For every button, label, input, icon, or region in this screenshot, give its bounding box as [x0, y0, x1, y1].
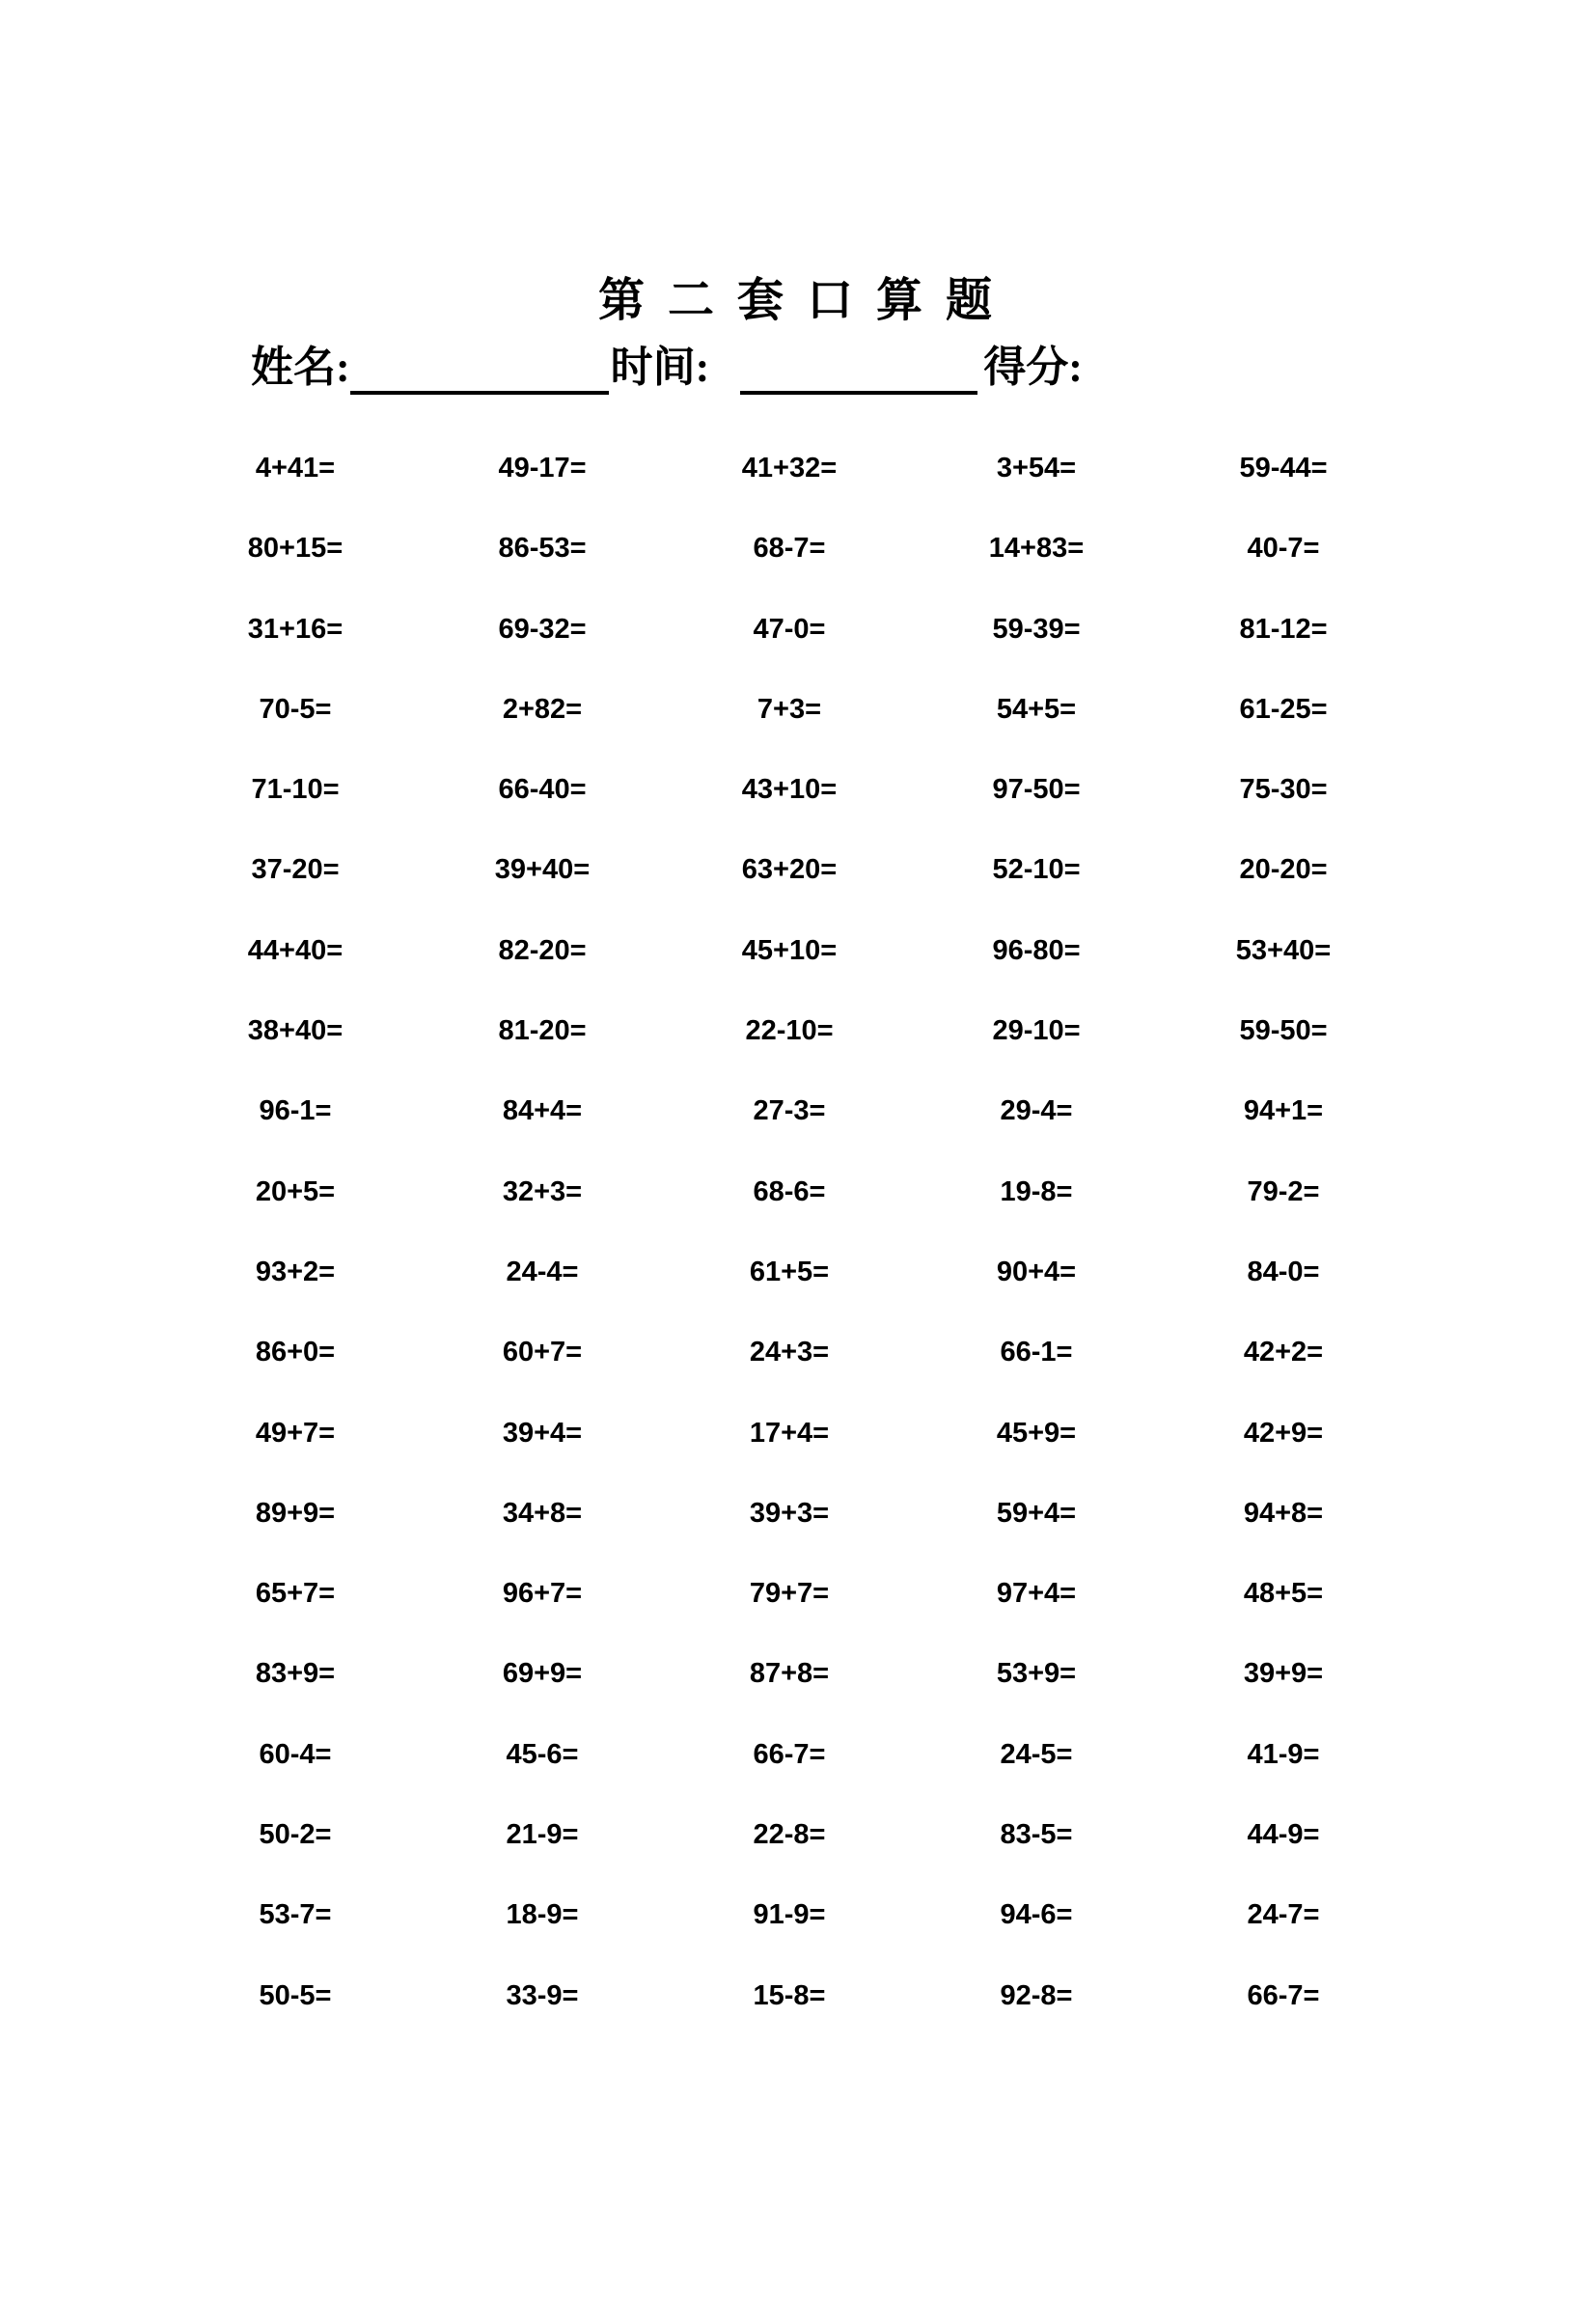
problem-cell: 83-5= [1000, 1819, 1073, 1851]
problem-cell: 24-5= [1000, 1738, 1073, 1770]
problem-cell: 41+32= [741, 453, 838, 484]
problem-cell: 79-2= [1247, 1175, 1320, 1207]
problem-cell: 69+9= [502, 1658, 583, 1690]
problem-cell: 86-53= [498, 533, 587, 565]
problem-cell: 40-7= [1247, 533, 1320, 565]
problems-grid [172, 452, 1407, 2059]
worksheet-title: 第 二 套 口 算 题 [597, 275, 998, 326]
problem-cell: 49+7= [255, 1417, 336, 1449]
problem-cell: 91-9= [753, 1899, 826, 1931]
problem-cell: 60+7= [502, 1337, 583, 1368]
problem-cell: 96-80= [992, 934, 1081, 966]
problem-cell: 48+5= [1243, 1578, 1324, 1610]
problem-cell: 66-1= [1000, 1337, 1073, 1368]
problem-cell: 60-4= [259, 1738, 332, 1770]
problem-cell: 81-12= [1239, 613, 1328, 645]
problem-cell: 41-9= [1247, 1738, 1320, 1770]
problem-cell: 89+9= [255, 1497, 336, 1529]
problem-cell: 83+9= [255, 1658, 336, 1690]
problem-cell: 50-5= [259, 1979, 332, 2011]
problem-cell: 94+1= [1243, 1095, 1324, 1127]
problem-cell: 66-7= [1247, 1979, 1320, 2011]
problem-cell: 59-44= [1239, 453, 1328, 484]
score-field-label: 得分: [983, 344, 1083, 391]
problem-cell: 81-20= [498, 1015, 587, 1047]
problem-cell: 29-10= [992, 1015, 1081, 1047]
problem-cell: 97-50= [992, 774, 1081, 806]
problem-cell: 42+9= [1243, 1417, 1324, 1449]
problem-cell: 96-1= [259, 1095, 332, 1127]
problem-cell: 32+3= [502, 1175, 583, 1207]
problem-cell: 45+9= [996, 1417, 1077, 1449]
problem-cell: 47-0= [753, 613, 826, 645]
problem-cell: 68-6= [753, 1175, 826, 1207]
problem-cell: 39+40= [494, 854, 591, 886]
problem-cell: 33-9= [506, 1979, 579, 2011]
problem-cell: 84+4= [502, 1095, 583, 1127]
name-blank-line [350, 341, 609, 395]
problem-cell: 45-6= [506, 1738, 579, 1770]
problem-cell: 19-8= [1000, 1175, 1073, 1207]
name-field-label: 姓名: [251, 344, 350, 391]
problem-cell: 94+8= [1243, 1497, 1324, 1529]
problem-cell: 24-4= [506, 1256, 579, 1287]
problem-cell: 7+3= [757, 693, 822, 725]
problem-cell: 54+5= [996, 693, 1077, 725]
problem-cell: 3+54= [996, 453, 1077, 484]
problem-cell: 24-7= [1247, 1899, 1320, 1931]
problem-cell: 20-20= [1239, 854, 1328, 886]
problem-cell: 44-9= [1247, 1819, 1320, 1851]
problem-cell: 39+9= [1243, 1658, 1324, 1690]
problem-cell: 61-25= [1239, 693, 1328, 725]
problem-cell: 86+0= [255, 1337, 336, 1368]
problem-cell: 65+7= [255, 1578, 336, 1610]
problem-cell: 82-20= [498, 934, 587, 966]
problem-cell: 44+40= [247, 934, 344, 966]
problem-cell: 53+9= [996, 1658, 1077, 1690]
problem-cell: 97+4= [996, 1578, 1077, 1610]
problem-cell: 39+3= [749, 1497, 830, 1529]
problem-cell: 70-5= [259, 693, 332, 725]
problem-cell: 52-10= [992, 854, 1081, 886]
problem-cell: 14+83= [988, 533, 1085, 565]
problem-cell: 66-40= [498, 774, 587, 806]
problem-cell: 21-9= [506, 1819, 579, 1851]
problem-cell: 27-3= [753, 1095, 826, 1127]
problem-cell: 38+40= [247, 1015, 344, 1047]
problem-cell: 92-8= [1000, 1979, 1073, 2011]
problem-cell: 69-32= [498, 613, 587, 645]
header-line [251, 340, 1083, 395]
problem-cell: 66-7= [753, 1738, 826, 1770]
problem-cell: 18-9= [506, 1899, 579, 1931]
problem-cell: 71-10= [251, 774, 340, 806]
problem-cell: 96+7= [502, 1578, 583, 1610]
problem-cell: 68-7= [753, 533, 826, 565]
problem-cell: 22-10= [745, 1015, 834, 1047]
problem-cell: 53-7= [259, 1899, 332, 1931]
problem-cell: 20+5= [255, 1175, 336, 1207]
problem-cell: 49-17= [498, 453, 587, 484]
problem-cell: 93+2= [255, 1256, 336, 1287]
time-blank-line [740, 341, 977, 395]
problem-cell: 45+10= [741, 934, 838, 966]
problem-cell: 59-50= [1239, 1015, 1328, 1047]
problem-cell: 84-0= [1247, 1256, 1320, 1287]
problem-cell: 17+4= [749, 1417, 830, 1449]
problem-cell: 22-8= [753, 1819, 826, 1851]
problem-cell: 87+8= [749, 1658, 830, 1690]
problem-cell: 42+2= [1243, 1337, 1324, 1368]
time-field-label: 时间: [610, 344, 710, 391]
problem-cell: 24+3= [749, 1337, 830, 1368]
problem-cell: 59+4= [996, 1497, 1077, 1529]
problem-cell: 53+40= [1235, 934, 1332, 966]
problem-cell: 29-4= [1000, 1095, 1073, 1127]
problem-cell: 90+4= [996, 1256, 1077, 1287]
problem-cell: 39+4= [502, 1417, 583, 1449]
problem-cell: 43+10= [741, 774, 838, 806]
problem-cell: 2+82= [502, 693, 583, 725]
problem-cell: 61+5= [749, 1256, 830, 1287]
problem-cell: 34+8= [502, 1497, 583, 1529]
problem-cell: 79+7= [749, 1578, 830, 1610]
problem-cell: 37-20= [251, 854, 340, 886]
problem-cell: 15-8= [753, 1979, 826, 2011]
problem-cell: 75-30= [1239, 774, 1328, 806]
problem-cell: 63+20= [741, 854, 838, 886]
problem-cell: 59-39= [992, 613, 1081, 645]
problem-cell: 94-6= [1000, 1899, 1073, 1931]
problem-cell: 80+15= [247, 533, 344, 565]
problem-cell: 4+41= [255, 453, 336, 484]
problem-cell: 31+16= [247, 613, 344, 645]
problem-cell: 50-2= [259, 1819, 332, 1851]
